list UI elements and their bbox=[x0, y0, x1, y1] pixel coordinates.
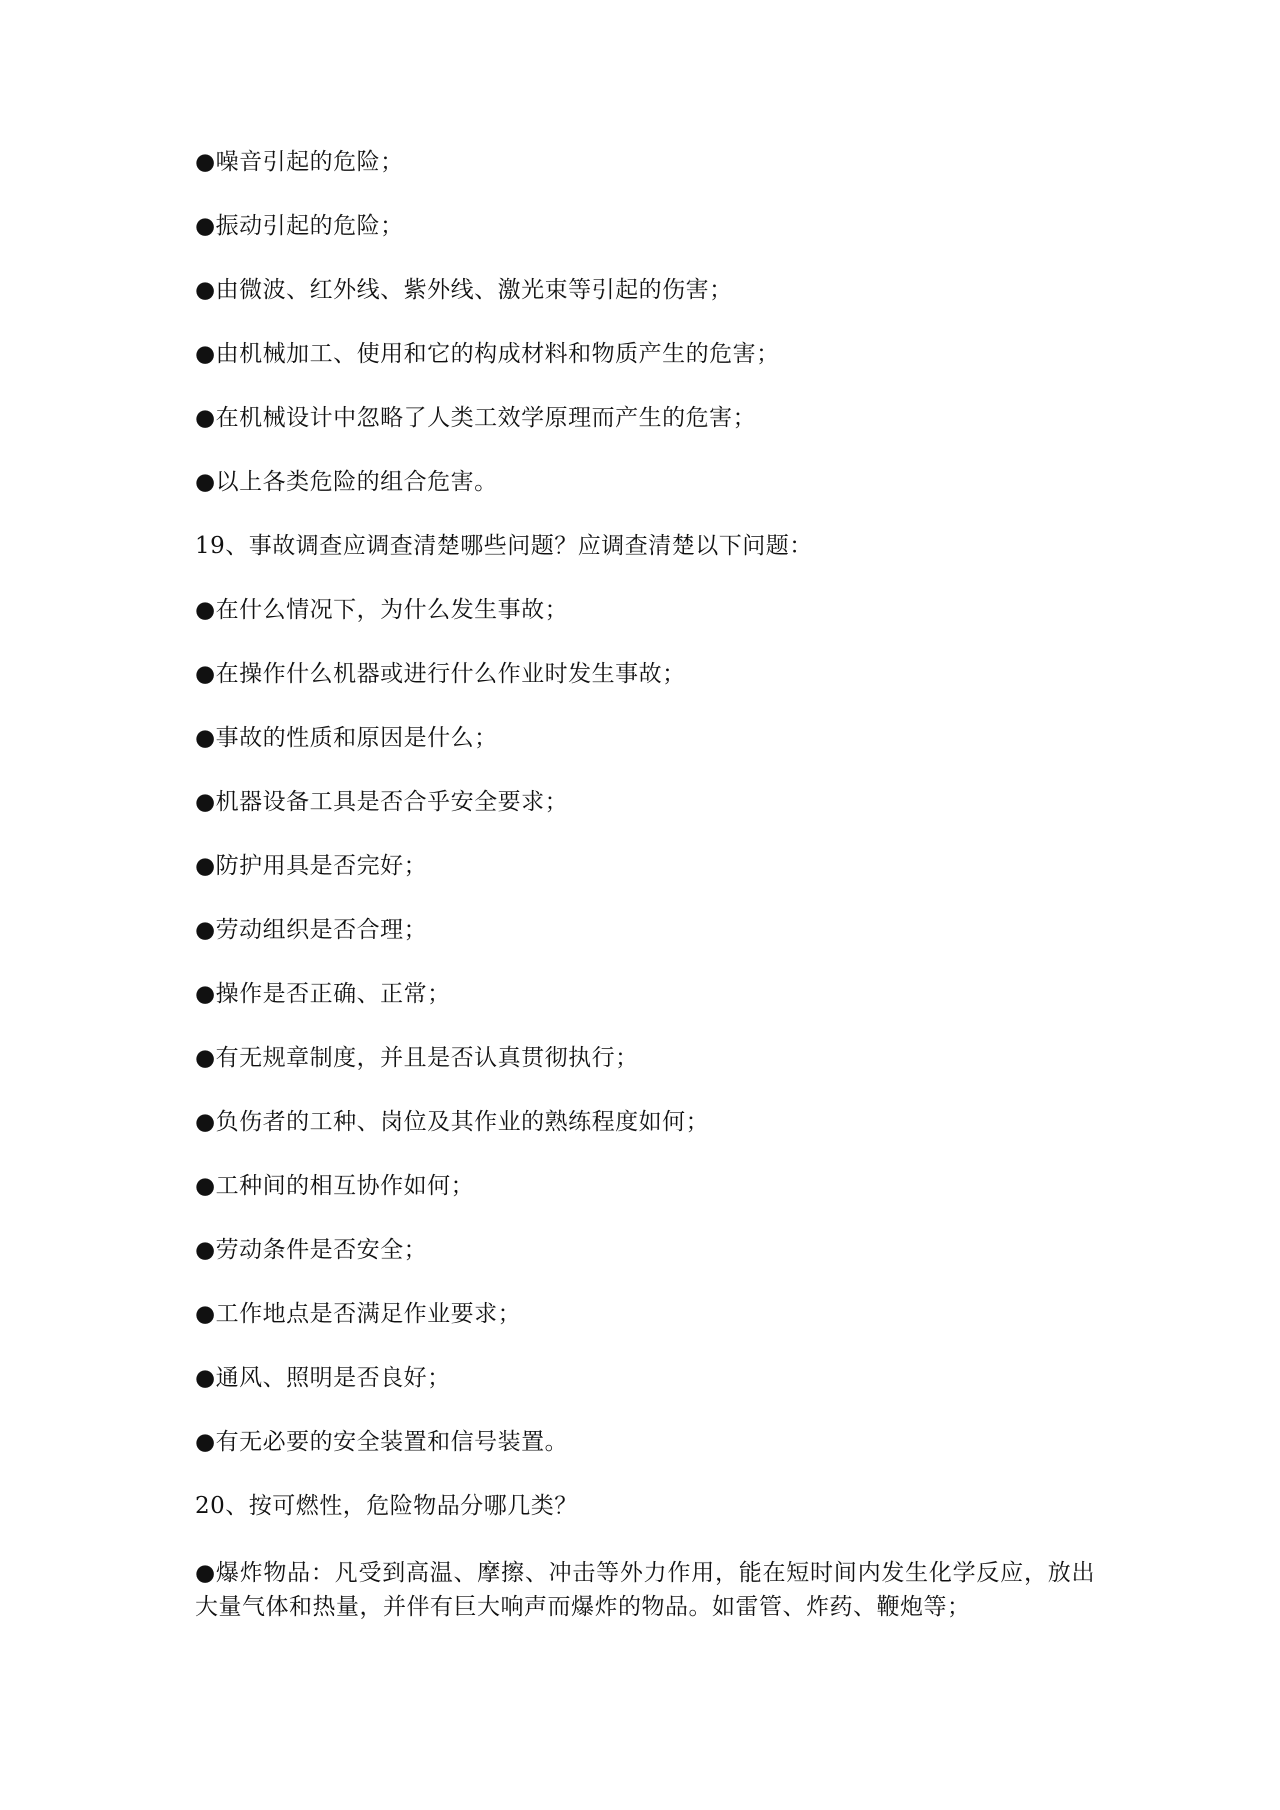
list-item-combined-hazard: ●以上各类危险的组合危害。 bbox=[195, 469, 498, 495]
list-item-protective-gear: ●防护用具是否完好； bbox=[195, 853, 428, 879]
list-item-machine-operation: ●在操作什么机器或进行什么作业时发生事故； bbox=[195, 661, 686, 687]
list-item-circumstances: ●在什么情况下，为什么发生事故； bbox=[195, 597, 569, 623]
list-item-workplace: ●工作地点是否满足作业要求； bbox=[195, 1301, 522, 1327]
list-item-material-hazard: ●由机械加工、使用和它的构成材料和物质产生的危害； bbox=[195, 341, 780, 367]
paragraph-explosives: ●爆炸物品：凡受到高温、摩擦、冲击等外力作用，能在短时间内发生化学反应，放出大量气体和热量，并伴有巨大响声而爆炸的物品。如雷管、炸药、鞭炮等； bbox=[195, 1560, 1095, 1620]
list-item-labor-organization: ●劳动组织是否合理； bbox=[195, 917, 428, 943]
list-item-cooperation: ●工种间的相互协作如何； bbox=[195, 1173, 475, 1199]
question-heading-19: 19、事故调查应调查清楚哪些问题？应调查清楚以下问题： bbox=[195, 533, 813, 559]
list-item-worker-proficiency: ●负伤者的工种、岗位及其作业的熟练程度如何； bbox=[195, 1109, 710, 1135]
list-item-radiation-hazard: ●由微波、红外线、紫外线、激光束等引起的伤害； bbox=[195, 277, 733, 303]
list-item-working-conditions: ●劳动条件是否安全； bbox=[195, 1237, 428, 1263]
list-item-vibration-hazard: ●振动引起的危险； bbox=[195, 213, 404, 239]
list-item-ventilation-lighting: ●通风、照明是否良好； bbox=[195, 1365, 451, 1391]
list-item-ergonomics-hazard: ●在机械设计中忽略了人类工效学原理而产生的危害； bbox=[195, 405, 757, 431]
list-item-rules-regulations: ●有无规章制度，并且是否认真贯彻执行； bbox=[195, 1045, 639, 1071]
document-body bbox=[195, 148, 1095, 1624]
list-item-nature-cause: ●事故的性质和原因是什么； bbox=[195, 725, 498, 751]
list-item-safety-devices: ●有无必要的安全装置和信号装置。 bbox=[195, 1429, 569, 1455]
list-item-operation-correct: ●操作是否正确、正常； bbox=[195, 981, 451, 1007]
list-item-noise-hazard: ●噪音引起的危险； bbox=[195, 149, 404, 175]
list-item-equipment-safety: ●机器设备工具是否合乎安全要求； bbox=[195, 789, 569, 815]
question-heading-20: 20、按可燃性，危险物品分哪几类？ bbox=[195, 1493, 578, 1519]
